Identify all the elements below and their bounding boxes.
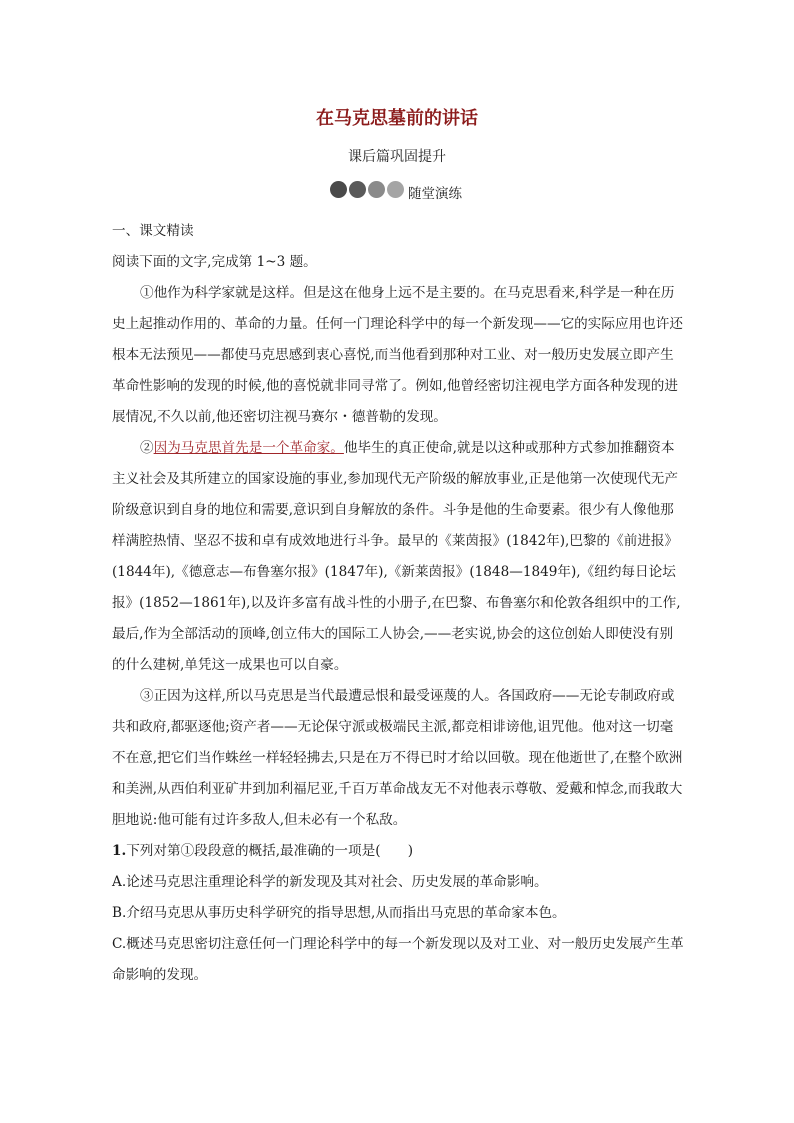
question-number: 1. <box>112 843 127 859</box>
question-1 <box>112 836 684 867</box>
option-c: C.概述马克思密切注意任何一门理论科学中的每一个新发现以及对工业、对一般历史发展产生革命影响的发现。 <box>112 936 684 983</box>
section-tag <box>330 178 462 200</box>
circle-icon <box>330 181 347 198</box>
paragraph-1: ①他作为科学家就是这样。但是这在他身上远不是主要的。在马克思看来,科学是一种在历史上起推动作用的、革命的力量。任何一门理论科学中的每一个新发现——它的实际应用也许还根本无法预见——都使马克思感到衷心喜悦,而当他看到那种对工业、对一般历史发展立即产生革命性影响的发现的时候,他的喜悦就非同寻常了。例如,他曾经密切注视电学方面各种发现的进展情况,不久以前,他还密切注视马赛尔・德普勒的发现。 <box>112 285 683 425</box>
page-title: 在马克思墓前的讲话 <box>316 108 478 129</box>
section-heading: 一、课文精读 <box>112 223 194 239</box>
underlined-sentence: 因为马克思首先是一个革命家。 <box>153 440 344 456</box>
content-body <box>112 216 684 991</box>
circle-icon <box>368 181 385 198</box>
section-tag-label: 随堂演练 <box>408 186 462 202</box>
paragraph-2-rest: 他毕生的真正使命,就是以这种或那种方式参加推翻资本主义社会及其所建立的国家设施的事业,参加现代无产阶级的解放事业,正是他第一次使现代无产阶级意识到自身的地位和需要,意识到自身解放的条件。斗争是他的生命要素。很少有人像他那样满腔热情、坚忍不拔和卓有成效地进行斗争。最早的《莱茵报》(1842年),巴黎的《前进报》(1844年),《德意志—布鲁塞尔报》(1847年),《新莱茵报》(1848—1849年),《纽约每日论坛报》(1852—1861年),以及许多富有战斗性的小册子,在巴黎、布鲁塞尔和伦敦各组织中的工作,最后,作为全部活动的顶峰,创立伟大的国际工人协会,——老实说,协会的这位创始人即使没有别的什么建树,单凭这一成果也可以自豪。 <box>112 440 681 673</box>
option-b: B.介绍马克思从事历史科学研究的指导思想,从而指出马克思的革命家本色。 <box>112 905 566 921</box>
paragraph-2 <box>112 433 684 681</box>
option-a: A.论述马克思注重理论科学的新发现及其对社会、历史发展的革命影响。 <box>112 874 548 890</box>
circle-icon <box>349 181 366 198</box>
instruction: 阅读下面的文字,完成第 1~3 题。 <box>112 254 317 270</box>
page-subtitle: 课后篇巩固提升 <box>348 149 446 165</box>
paragraph-2-lead: ② <box>140 440 154 456</box>
question-text: 下列对第①段段意的概括,最准确的一项是( ) <box>126 843 414 859</box>
circle-icon <box>387 181 404 198</box>
paragraph-3: ③正因为这样,所以马克思是当代最遭忌恨和最受诬蔑的人。各国政府——无论专制政府或共和政府,都驱逐他;资产者——无论保守派或极端民主派,都竞相诽谤他,诅咒他。他对这一切毫不在意,把它们当作蛛丝一样轻轻拂去,只是在万不得已时才给以回敬。现在他逝世了,在整个欧洲和美洲,从西伯利亚矿井到加利福尼亚,千百万革命战友无不对他表示尊敬、爱戴和悼念,而我敢大胆地说:他可能有过许多敌人,但未必有一个私敌。 <box>112 688 683 828</box>
